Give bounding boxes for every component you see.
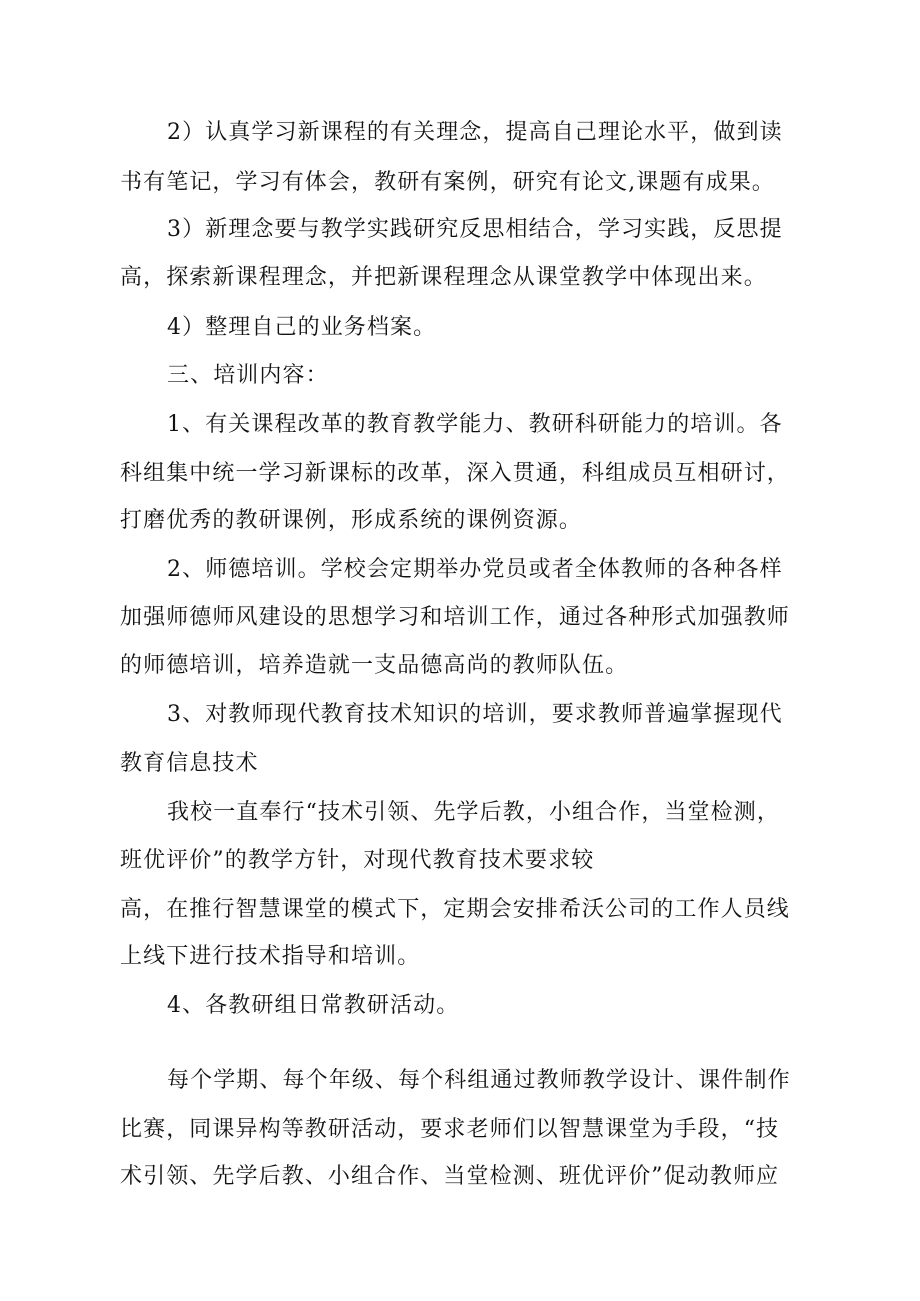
text-line: 4）整理自己的业务档案。	[167, 315, 437, 340]
text-line: 上线下进行技术指导和培训。	[120, 944, 421, 969]
text-line: 术引领、先学后教、小组合作、当堂检测、班优评价”促动教师应	[120, 1164, 780, 1189]
text-line: 每个学期、每个年级、每个科组通过教师教学设计、课件制作	[167, 1068, 791, 1093]
text-line: 4、各教研组日常教研活动。	[167, 993, 460, 1018]
text-line: 3、对教师现代教育技术知识的培训，要求教师普遍掌握现代	[167, 702, 783, 727]
text-line: 高，探索新课程理念，并把新课程理念从课堂教学中体现出来。	[120, 265, 767, 290]
section-heading: 三、培训内容：	[167, 363, 329, 388]
text-line: 高，在推行智慧课堂的模式下，定期会安排希沃公司的工作人员线	[120, 897, 790, 922]
text-line: 教育信息技术	[120, 751, 259, 776]
text-line: 打磨优秀的教研课例，形成系统的课例资源。	[120, 508, 583, 533]
text-line: 书有笔记，学习有体会，教研有案例，研究有论文,课题有成果。	[120, 170, 775, 195]
text-line: 加强师德师风建设的思想学习和培训工作，通过各种形式加强教师	[120, 605, 790, 630]
text-line: 2）认真学习新课程的有关理念，提高自己理论水平，做到读	[167, 120, 783, 145]
text-line: 比赛，同课异构等教研活动，要求老师们以智慧课堂为手段，“技	[120, 1117, 780, 1142]
text-line: 3）新理念要与教学实践研究反思相结合，学习实践，反思提	[167, 217, 783, 242]
text-line: 的师德培训，培养造就一支品德高尚的教师队伍。	[120, 653, 629, 678]
text-line: 1、有关课程改革的教育教学能力、教研科研能力的培训。各	[167, 412, 783, 437]
text-line: 2、师德培训。学校会定期举办党员或者全体教师的各种各样	[167, 557, 783, 582]
text-line: 我校一直奉行“技术引领、先学后教，小组合作，当堂检测，	[167, 800, 780, 825]
text-line: 科组集中统一学习新课标的改革，深入贯通，科组成员互相研讨，	[120, 461, 790, 486]
text-line: 班优评价”的教学方针，对现代教育技术要求较	[120, 848, 595, 873]
